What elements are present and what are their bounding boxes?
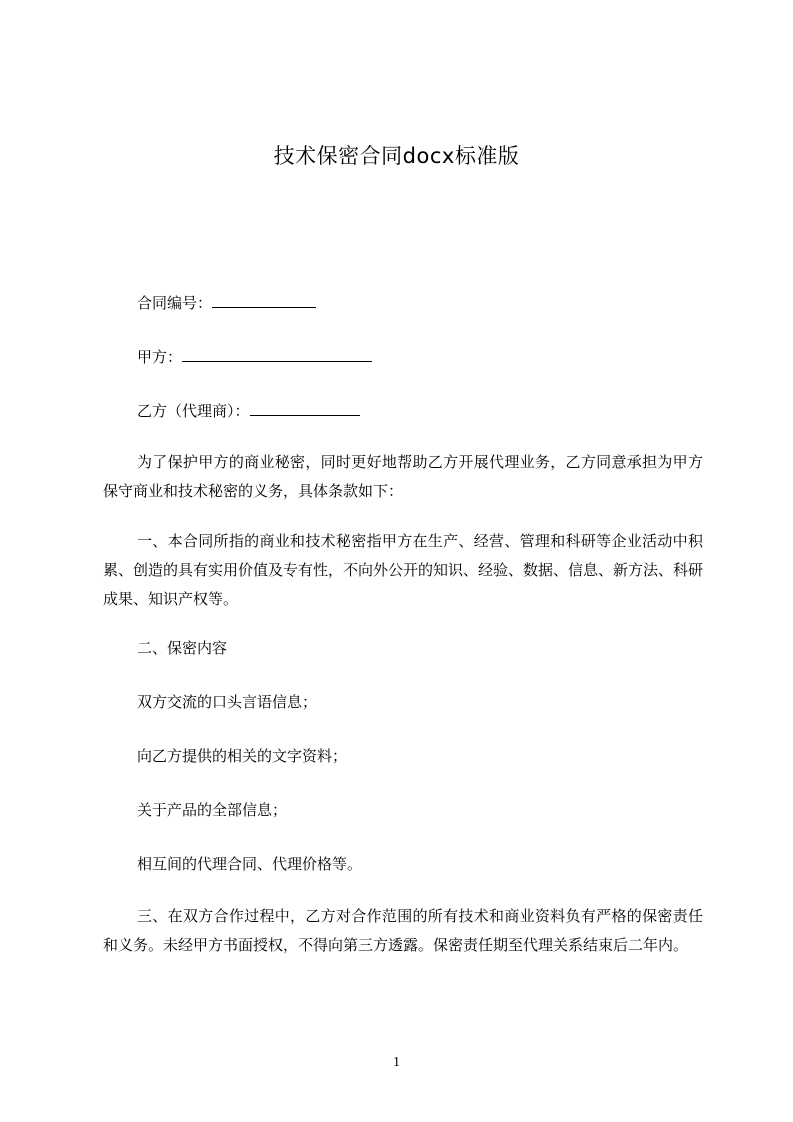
party-b-label: 乙方（代理商）： [137,402,250,420]
party-a-blank [182,344,372,362]
contract-number-label: 合同编号： [137,294,213,312]
party-b-blank [250,398,360,416]
contract-number-blank [212,290,316,308]
clause-1-paragraph: 一、本合同所指的商业和技术秘密指甲方在生产、经营、管理和科研等企业活动中积累、创造的具有实用价值及专有性，不向外公开的知识、经验、数据、信息、新方法、科研成果、知识产权等。 [103,532,704,608]
clause-3-paragraph: 三、在双方合作过程中，乙方对合作范围的所有技术和商业资料负有严格的保密责任和义务。未经甲方书面授权，不得向第三方透露。保密责任期至代理关系结束后二年内。 [103,907,703,954]
intro-paragraph: 为了保护甲方的商业秘密，同时更好地帮助乙方开展代理业务，乙方同意承担为甲方保守商业和技术秘密的义务，具体条款如下： [103,453,703,500]
party-a-field [137,344,372,370]
list-item: 相互间的代理合同、代理价格等。 [137,855,363,873]
party-b-field [137,398,360,424]
page-number: 1 [393,1055,400,1070]
list-item: 关于产品的全部信息； [137,801,288,819]
contract-number-field [137,290,316,316]
party-a-label: 甲方： [137,348,183,366]
clause-2-heading: 二、保密内容 [137,639,228,657]
list-item: 向乙方提供的相关的文字资料； [137,747,348,765]
list-item: 双方交流的口头言语信息； [137,693,318,711]
document-title: 技术保密合同docx标准版 [273,144,520,168]
